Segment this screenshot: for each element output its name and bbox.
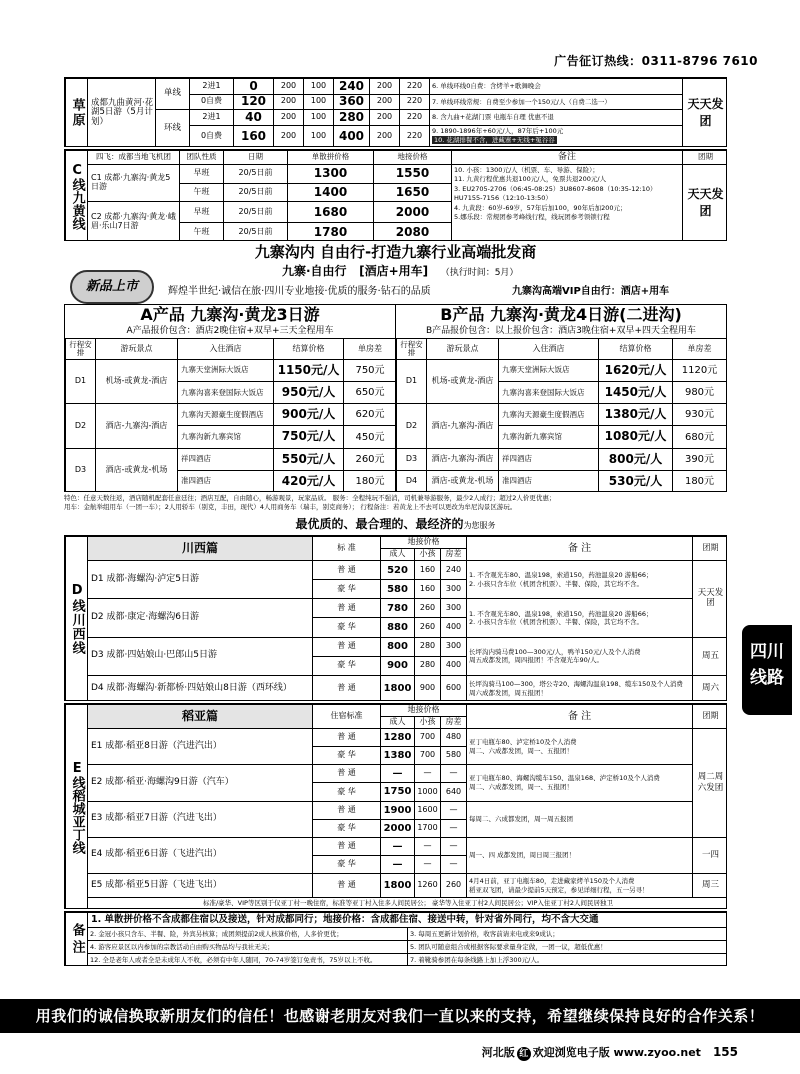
red-logo-icon: 红 (517, 1047, 531, 1061)
product-a-sub: A产品报价包含：酒店2晚住宿+双早+三天全程用车 (126, 326, 334, 336)
line-c2-route: C2 成都·九寨沟·黄龙·峨眉·乐山7日游 (88, 202, 180, 241)
grass-line-single: 单线 (156, 79, 190, 110)
grass-team: 天天发团 (683, 79, 728, 148)
line-d-side: D线川西线 (66, 537, 88, 702)
jzg-title: 九寨沟内 自由行-打造九寨行业高端批发商 (254, 243, 537, 261)
line-c1-route: C1 成都·九寨沟·黄龙5日游 (88, 165, 180, 202)
remarks-side: 备注 (66, 913, 88, 967)
jzg-sub2: 辉煌半世纪·诚信在旅·四川专业地接·优质的服务·钻石的品质 (168, 286, 431, 297)
product-a-title: A产品 九寨沟·黄龙3日游 (140, 305, 320, 324)
page-number: 155 (712, 1045, 738, 1059)
ad-hotline: 广告征订热线：0311-8796 7610 (554, 54, 758, 68)
line-c-section: C线九黄线 四飞：成都当地飞机团 团队性质 日期 单散拼价格 地接价格 备注 团期 C1 成都·九寨沟·黄龙5日游 早班 20/5日前 1300 1550 10. 小孩：1300元/人（机票、车、导游、保险）； 11. 九黄行程优惠共退100元/人，免票共退200元/人 3. EU2705-2706（06:45-08:25）3U8607-8608（10:35-12:10） HU7155-7156（12:10-13:50） 4. 九黄段：60岁-69岁，57年后加100，90年后加200元； 5.娜乐段：常规团参考峰线行程，线玩团参考领锁行程 天天发团 午班 20/5日前 1400 1650 C2 成都·九寨沟·黄龙·峨眉·乐山7日游 早班 20/5日前 1680 2000 午班 20/5日前 1780 2080 (64, 149, 727, 241)
product-b-title: B产品 九寨沟·黄龙4日游(二进沟) (440, 305, 682, 324)
grass-line-loop: 环线 (156, 110, 190, 147)
jzg-logo: 新品上市 (70, 270, 154, 304)
footer: 河北版 红 欢迎浏览电子版 www.zyoo.net 155 (481, 1045, 738, 1059)
product-section (64, 304, 727, 492)
slogan-bar: 用我们的诚信换取新朋友们的信任！也感谢老朋友对我们一直以来的支持，希望继续保持良好的合作关系！ (0, 999, 800, 1033)
line-e-section: E线稻城亚丁线 稻亚篇 住宿标准 地接价格 备 注 团期 成人 小孩 房差 E1 成都·稻亚8日游（汽进汽出） 普 通 1280 700 480 亚丁电瓶车80、泸定桥10及个人消费 周二、六成都发团，周一、五报团！ 周二周六发团 豪 华 1380 700 580 E2 成都·稻亚·海螺沟9日游（汽车） 普 通 — — — 亚丁电瓶车80、海螺沟缆车150、温泉168、泸定桥10及个人消费 周二、六成都发团，周一、五报团！ 豪 华 1750 1000 640 E3 成都·稻亚7日游（汽进飞出） 普 通 1900 1600 — 每周二、六成都发团，周一周五报团 豪 华 2000 1700 — E4 成都·稻亚6日游（飞进汽出） 普 通 — — — 周一、四 成都发团，周日周三报团！ 一四 豪 华 — — — E5 成都·稻亚5日游（飞进飞出） 普 通 1800 1260 260 4月4日前，亚丁电瓶车80，走进藏家烤羊150及个人消费 稻亚双飞团，请最少提前5天预定，参见详细行程，五一另寻！ 周三 标准/豪华、VIP等区别于仅亚丁村一晚住宿，标准等亚丁村入住多人间民居公； 豪华等入住亚丁村2人间民居公；VIP入住亚丁村2人间民居独卫 (64, 703, 727, 909)
line-c-side: C线九黄线 (66, 151, 88, 242)
product-b-sub: B产品报价包含：以上报价包含：酒店3晚住宿+双早+四天全程用车 (426, 326, 696, 336)
ab-note: 特色：任意天数往返，酒店随机配套任意廷往；酒店互配，自由随心，畅游观景，玩家品质。 服务：全程纯玩不强消，司机兼导游服务，最少2人成行；超过2人价更优惠； 用车：金航举组用车（一团一车）；2人用轿车（别克，丰田，现代）4人用商务车（瑞丰，别克商务）； 行程备注：若黄龙上不去可以更改为牟尼沟景区游玩。 (64, 494, 556, 512)
line-c-team: 天天发团 (683, 165, 728, 242)
jzg-sub2b: 九寨沟高端VIP自由行：酒店+用车 (512, 286, 670, 297)
product-a: A产品 九寨沟·黄龙3日游 A产品报价包含：酒店2晚住宿+双早+三天全程用车 行程安排 游玩景点 入住酒店 结算价格 单房差 D1 机场-或黄龙-酒店 九寨天堂洲际大饭店 1150元/人 750元 九寨沟喜来登国际大饭店 950元/人 650元 D2 酒店-九寨沟-酒店 九寨沟天源豪生度假酒店 900元/人 620元 九寨沟新九寨宾馆 750元/人 450元 D3 酒店-或黄龙-机场 祥四酒店 550元/人 260元 准四酒店 420元/人 180元 (65, 305, 396, 492)
sichuan-routes-tab: 四川线路 (742, 625, 792, 715)
best-slogan: 最优质的、最合理的、最经济的为您服务 (295, 517, 496, 531)
grassland-section: 草原 成都九曲黄河·花湖5日游（5月计划） 单线 2进1 0 200 100 240 200 220 6. 单线环线0自费：含烤羊+歌舞晚会 天天发团 0自费 120 200 100 360 200 220 7. 单线环线常规：自费至少参加一个150元/人（自费二选一） 环线 2进1 40 200 100 280 200 220 8. 含九曲+花湖门票 电瓶车自理 优惠不退 0自费 160 200 100 400 200 220 9. 1890-1896年+60元/人，87年后+100元 10. 花湖排餐不含，进藏寨+无线+冤谷谷 (64, 77, 727, 147)
line-e-side: E线稻城亚丁线 (66, 705, 88, 910)
grass-route: 成都九曲黄河·花湖5日游（5月计划） (88, 79, 156, 148)
grass-side-label: 草原 (66, 79, 88, 148)
line-c-notes: 10. 小孩：1300元/人（机票、车、导游、保险）； 11. 九黄行程优惠共退100元/人，免票共退200元/人 3. EU2705-2706（06:45-08:25）3U8607-8608（10:35-12:10） HU7155-7156（12:10-13:50） 4. 九黄段：60岁-69岁，57年后加100，90年后加200元； 5.娜乐段：常规团参考峰线行程，线玩团参考领锁行程 (452, 165, 683, 242)
product-b: B产品 九寨沟·黄龙4日游(二进沟) B产品报价包含：以上报价包含：酒店3晚住宿+双早+四天全程用车 行程安排 游玩景点 入住酒店 结算价格 单房差 D1 机场-或黄龙-酒店 九寨天堂洲际大饭店 1620元/人 1120元 九寨沟喜来登国际大饭店 1450元/人 980元 D2 酒店-九寨沟-酒店 九寨沟天源豪生度假酒店 1380元/人 930元 九寨沟新九寨宾馆 1080元/人 680元 D3 酒店-九寨沟-酒店 祥四酒店 800元/人 390元 D4 酒店-或黄龙-机场 准四酒店 530元/人 180元 (396, 305, 726, 492)
remarks-section: 备注 1. 单散拼价格不含成都住宿以及接送，针对成都同行；地接价格：含成都住宿、接送中转，针对省外同行，均不含大交通 2. 金冠小孩只含车、半餐、险，外宾另核算；成团须提前2成人核算价格，人多价更优； 3. 每周五更新计划价格，收客前请来电或来9成认； 4. 游客应景区以内参加的宗教活动自由购买物品均与我社无关； 5. 团队可随意组合或根据客际要求量身定做，一团一议，超低优惠！ 12. 全是老年人或者全是未成年人不收，必须有中年人随同，70-74岁签订免责书，75岁以上不收。 7. 着靴骑参团在每条线路上加上浮300元/人。 (64, 911, 727, 966)
line-d-section: D线川西线 川西篇 标 准 地接价格 备 注 团期 成人 小孩 房差 D1 成都·海螺沟·泸定5日游 普 通 520 160 240 1. 不含观光车80、温泉198，索道150，药池温泉20 游船66； 2. 小孩只含车位（机团含机票）、半餐、保险，其它均不含。 天天发团 豪 华 580 160 300 D2 成都·康定·海螺沟6日游 普 通 780 260 300 1. 不含观光车80、温泉198，索道150，药池温泉20 游船66； 2. 小孩只含车位（机团含机票）、半餐、保险，其它均不含。 豪 华 880 260 400 D3 成都·四姑娘山·巴郎山5日游 普 通 800 280 300 长坪沟内骑马费100—300元/人，鸭羊150元/人及个人消费 周五成都发团，周四报团！不含观光车90/人。 周五 豪 华 900 280 400 D4 成都·海螺沟·新都桥·四姑娘山8日游（西环线） 普 通 1800 900 600 长坪沟骑马100—300，塔公寺20、海螺沟温泉198、缆车150及个人消费 周六成都发团，周五报团！ 周六 (64, 535, 727, 701)
jzg-sub1: 九寨·自由行 [酒店+用车] （执行时间：5月） (282, 264, 519, 278)
